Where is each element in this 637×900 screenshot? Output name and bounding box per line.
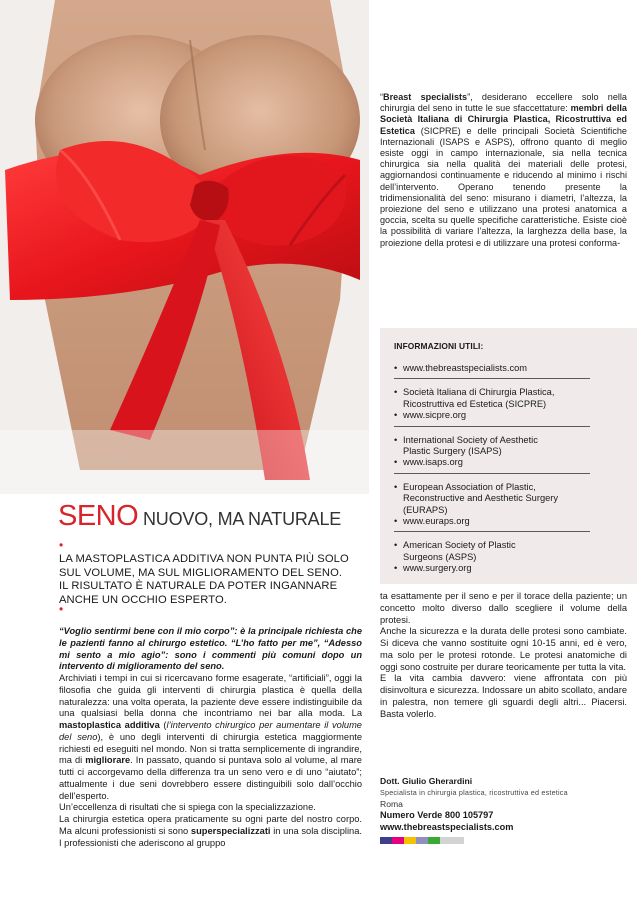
- right-column-intro: [380, 92, 627, 249]
- info-item: [394, 538, 590, 578]
- info-line: [394, 505, 590, 516]
- doctor-city: Roma: [380, 798, 403, 809]
- text: Archiviati i tempi in cui si ricercavano forme esagerate, “artificiali”, oggi la filosofia che guida gli interventi di chirurgia plastica è quella della naturalezza: una volta operata, la paziente deve essere indistinguibile da una qualsiasi bella donna che incontriamo nei bar alla moda. La: [59, 673, 362, 719]
- info-item: [394, 361, 590, 379]
- info-link[interactable]: [394, 363, 590, 374]
- info-line: [394, 446, 590, 457]
- info-text: www.isaps.org: [403, 457, 463, 468]
- body-right-column: [380, 591, 627, 720]
- info-text: www.thebreastspecialists.com: [403, 363, 528, 373]
- bullet-icon: •: [394, 481, 398, 492]
- info-link[interactable]: [394, 516, 590, 527]
- body-paragraph-2: Un’eccellenza di risultati che si spiega con la specializzazione.: [59, 802, 316, 813]
- body-paragraph-3: [59, 814, 362, 849]
- info-line: [394, 540, 590, 551]
- info-text: www.euraps.org: [403, 516, 470, 527]
- info-link[interactable]: [394, 563, 590, 574]
- info-link[interactable]: [394, 457, 590, 468]
- color-swatch: [392, 837, 404, 844]
- info-item: [394, 433, 590, 474]
- red-bullet-bottom: •: [59, 602, 64, 616]
- lead-paragraph: [59, 553, 359, 607]
- color-swatch: [416, 837, 428, 844]
- lead-line: IL RISULTATO È NATURALE DA POTER INGANNARE: [59, 580, 338, 593]
- body-paragraph-1: [59, 673, 362, 802]
- emph-superspecializzati: superspecializzati: [190, 825, 271, 836]
- lead-line: LA MASTOPLASTICA ADDITIVA NON PUNTA PIÙ SOLO: [59, 553, 349, 565]
- color-swatch: [380, 837, 392, 844]
- info-text: International Society of Aesthetic: [403, 434, 538, 445]
- signature-block: [380, 776, 637, 833]
- lead-line: ANCHE UN OCCHIO ESPERTO.: [59, 593, 227, 606]
- info-text: www.sicpre.org: [403, 410, 467, 421]
- color-swatch: [440, 837, 452, 844]
- info-text: www.surgery.org: [403, 563, 472, 574]
- body-left-column: [59, 626, 362, 849]
- emph-migliorare: migliorare: [85, 755, 131, 766]
- info-box: [380, 328, 637, 584]
- info-text: Reconstructive and Aesthetic Surgery: [403, 493, 559, 504]
- info-text: American Society of Plastic: [403, 540, 516, 551]
- info-line: [394, 387, 590, 398]
- text: . In passato, quando si puntava solo al volume, al mare tutti ci accorgevamo della differenza tra un seno vero e di uno “aiutato”; attualmente i due seni dovrebbero essere distinguibili solo dall’occhio dell’esperto.: [59, 755, 362, 801]
- info-item: [394, 385, 590, 426]
- text: in una sola disciplina. I professionisti che aderiscono al gruppo: [59, 825, 362, 848]
- bullet-icon: •: [394, 457, 398, 468]
- bullet-icon: •: [394, 410, 398, 421]
- info-text: (EURAPS): [403, 504, 448, 515]
- info-text: Ricostruttiva ed Estetica (SICPRE): [403, 398, 547, 409]
- photo-illustration: [0, 0, 369, 494]
- bullet-icon: •: [394, 563, 398, 574]
- phone-number: Numero Verde 800 105797: [380, 810, 494, 821]
- text-run: “: [380, 92, 384, 102]
- emph-text: Breast specialists: [383, 92, 468, 102]
- text: La chirurgia estetica opera praticamente su ogni parte del nostro corpo. Ma alcuni professionisti si sono: [59, 814, 362, 836]
- info-line: [394, 482, 590, 493]
- info-item: [394, 480, 590, 533]
- info-text: Surgeons (ASPS): [403, 551, 477, 562]
- body-right-paragraph-3: E la vita cambia davvero: viene affrontata con più disinvoltura e sicurezza. Indossare un abito scollato, andare in palestra, non temere gli sguardi degli altri... Piacersi. Basta volerlo.: [380, 673, 627, 719]
- info-text: Società Italiana di Chirurgia Plastica,: [403, 387, 555, 398]
- color-swatches: [380, 837, 464, 844]
- color-swatch: [452, 837, 464, 844]
- bullet-icon: •: [394, 363, 398, 373]
- info-title: INFORMAZIONI UTILI:: [394, 341, 484, 351]
- bullet-icon: •: [394, 540, 398, 551]
- info-line: [394, 435, 590, 446]
- title-seno: SENO: [58, 500, 139, 532]
- text-run: ”, desiderano eccellere solo nella chirurgia del seno in tutte le sue sfaccettature:: [380, 92, 627, 114]
- title-subtitle: NUOVO, MA NATURALE: [138, 509, 342, 529]
- emph-mastoplastica: mastoplastica additiva: [59, 720, 160, 730]
- info-list: [394, 361, 590, 585]
- doctor-title: Specialista in chirurgia plastica, ricostruttiva ed estetica: [380, 788, 568, 798]
- text: (: [159, 720, 167, 730]
- info-text: European Association of Plastic,: [403, 481, 536, 492]
- lead-line: SUL VOLUME, MA SUL MIGLIORAMENTO DEL SENO.: [59, 566, 343, 579]
- emph-definition: l’intervento chirurgico per aumentare il volume del seno: [59, 720, 362, 742]
- text: ), è uno degli interventi di chirurgia estetica maggiormente richiesti ed eseguiti nel mondo. Non si tratta semplicemente di ingrandire, ma di: [59, 731, 362, 766]
- bullet-icon: •: [394, 387, 398, 398]
- body-right-paragraph-2: Anche la sicurezza e la durata delle protesi sono cambiate. Si diceva che vanno sostituite ogni 10-15 anni, ed è vero, ma solo per le protesi rotonde. Le protesi anatomiche di oggi sono costruite per durare teoricamente per tutta la vita.: [380, 626, 627, 672]
- website-link[interactable]: www.thebreastspecialists.com: [380, 821, 514, 832]
- color-swatch: [404, 837, 416, 844]
- emph-text: membri della Società Italiana di Chirurgia Plastica, Ricostruttiva ed Estetica: [380, 103, 627, 136]
- red-bullet-top: •: [59, 538, 64, 552]
- bullet-icon: •: [394, 516, 398, 527]
- info-line: [394, 399, 590, 410]
- intro-quote: “Voglio sentirmi bene con il mio corpo”: è la principale richiesta che le pazienti fanno al chirurgo estetico. “L’ho fatto per me”, “Adesso mi sento a mio agio”: sono i commenti più comuni dopo un intervento di miglioramento del seno.: [59, 626, 362, 672]
- info-text: Plastic Surgery (ISAPS): [403, 446, 502, 457]
- page-title: [58, 500, 341, 533]
- text-run: (SICPRE) e delle principali Società Scientifiche Internazionali (ISAPS e ASPS), offrono quanto di meglio esiste oggi in campo internazionale, sia nella tecnica chirurgica sia nella qualità dei materiali delle protesi, aggiornandosi continuamente e riducendo al minimo i rischi dell’intervento. Operano tenendo presente la tridimensionalità del seno: misurano i diametri, l’altezza, la proiezione del seno e utilizzano una protesi anatomica a goccia, scelta su quelle specifiche caratteristiche. Esiste cioè la possibilità di variare l’altezza, la larghezza della base, la proiezione della protesi e di utilizzare una protesi conforma-: [380, 125, 627, 248]
- info-line: [394, 552, 590, 563]
- red-ribbon-photo: [0, 0, 369, 494]
- body-right-paragraph-1: ta esattamente per il seno e per il torace della paziente; un concetto molto diverso dallo scegliere il volume della protesi.: [380, 591, 627, 625]
- info-link[interactable]: [394, 410, 590, 421]
- info-line: [394, 493, 590, 504]
- bullet-icon: •: [394, 434, 398, 445]
- doctor-name: Dott. Giulio Gherardini: [380, 776, 473, 786]
- color-swatch: [428, 837, 440, 844]
